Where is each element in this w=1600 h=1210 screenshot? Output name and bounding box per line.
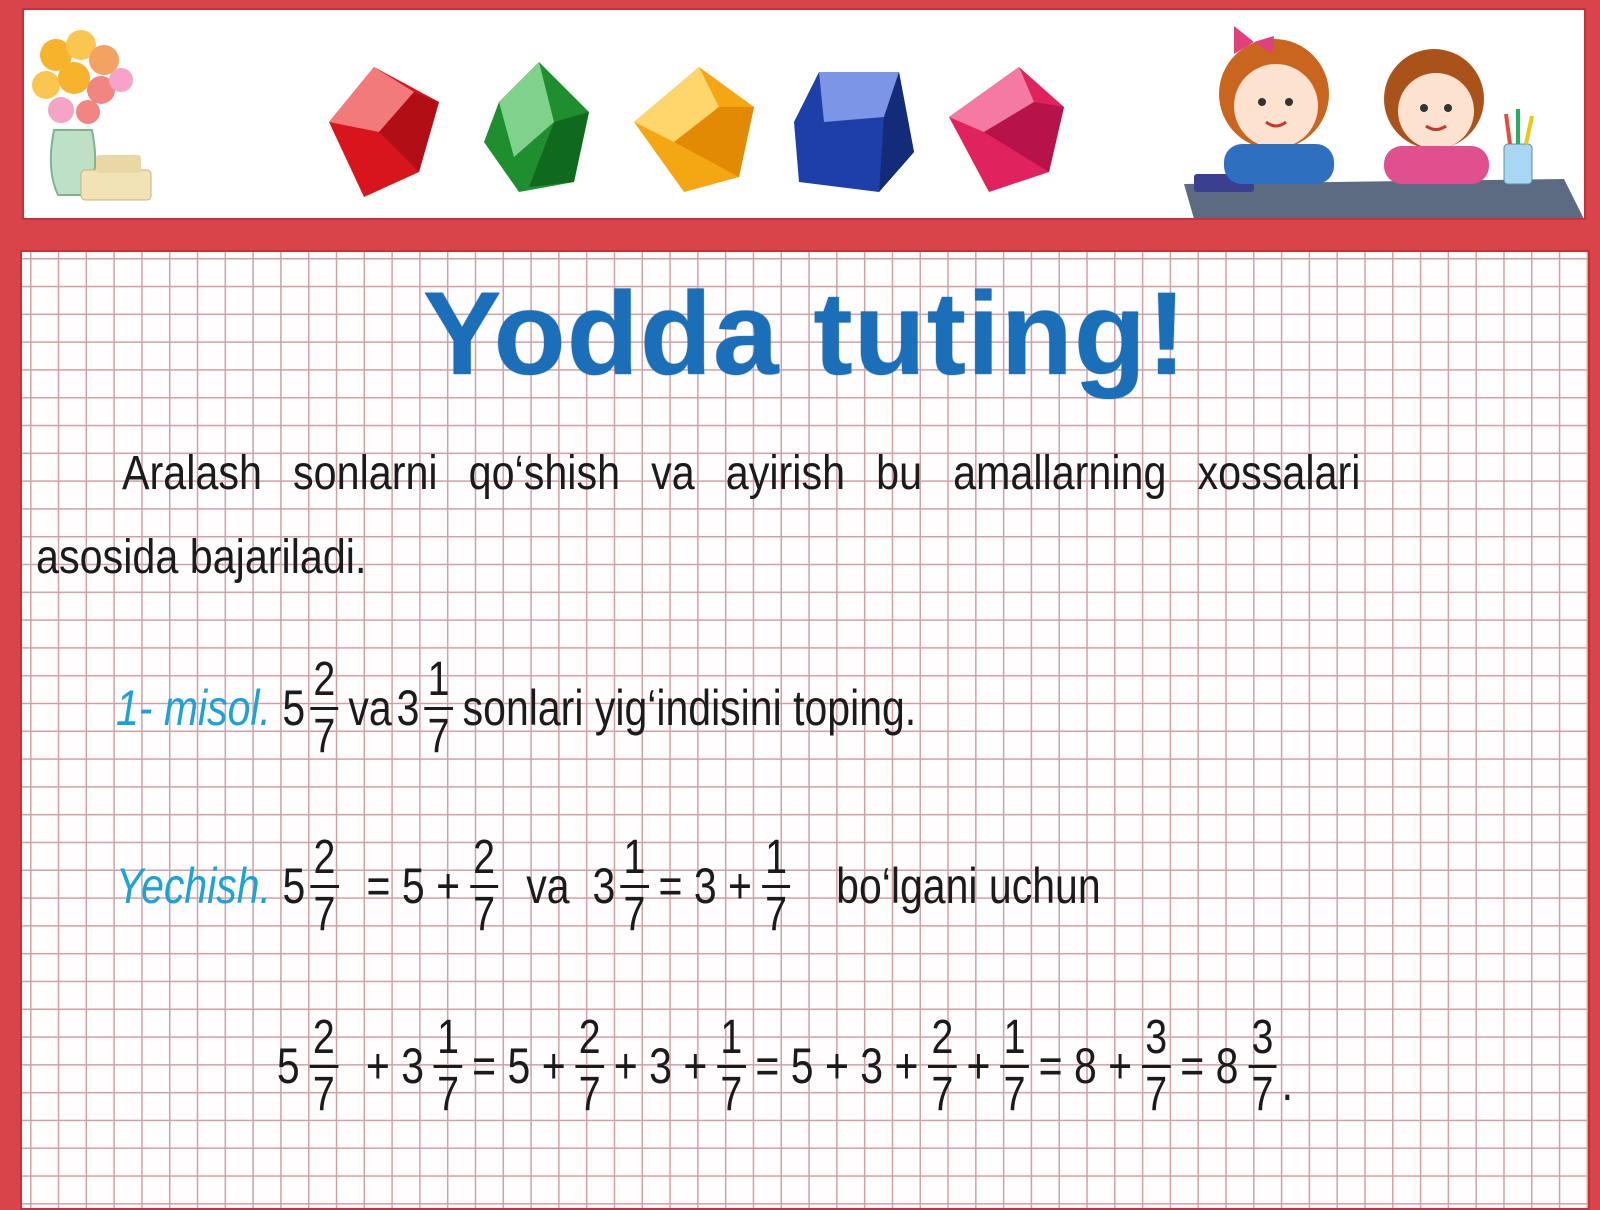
connector-text: va	[348, 680, 392, 736]
equation-text: = 3 +	[658, 858, 752, 914]
mixed-number-whole: 3	[592, 858, 616, 914]
fraction: $\frac{1}{7}$	[762, 831, 790, 942]
equation-text: = 5 + 3 +	[755, 1038, 919, 1094]
fraction: $\frac{3}{7}$	[1142, 1011, 1170, 1122]
header-banner	[22, 8, 1586, 220]
fraction: $\frac{2}{7}$	[310, 1011, 338, 1122]
fraction: $\frac{1}{7}$	[424, 653, 452, 764]
mixed-number-whole: 3	[396, 680, 420, 736]
rule-paragraph	[36, 432, 1360, 600]
fraction: $\frac{2}{7}$	[470, 831, 498, 942]
example-label: 1- misol.	[116, 680, 271, 736]
equation-text: = 5 +	[472, 1038, 566, 1094]
fraction: $\frac{3}{7}$	[1248, 1011, 1276, 1122]
grid-paper-panel	[20, 250, 1590, 1210]
fraction: $\frac{2}{7}$	[928, 1011, 956, 1122]
rule-text: Aralash sonlarni qo‘shish va ayirish bu amallarning xossalari asosida bajariladi.	[36, 447, 1361, 584]
example-line	[116, 638, 921, 778]
solution-line-2	[272, 996, 1293, 1136]
equation-text: = 8	[1180, 1038, 1239, 1094]
fraction: $\frac{1}{7}$	[434, 1011, 462, 1122]
solution-label: Yechish.	[116, 858, 271, 914]
green-gem-icon	[479, 62, 609, 202]
fraction: $\frac{1}{7}$	[1000, 1011, 1028, 1122]
example-text: sonlari yig‘indisini toping.	[462, 680, 917, 736]
red-gem-icon	[319, 62, 449, 202]
fraction: $\frac{2}{7}$	[576, 1011, 604, 1122]
page-title: Yodda tuting!	[422, 268, 1188, 400]
flower-vase-icon	[26, 20, 156, 215]
fraction: $\frac{1}{7}$	[620, 831, 648, 942]
mixed-number-whole: 5	[282, 680, 306, 736]
equation-text: 5	[276, 1038, 300, 1094]
equation-text: = 8 +	[1038, 1038, 1133, 1094]
equation-text: + 3	[365, 1038, 425, 1094]
pink-gem-icon	[944, 62, 1074, 202]
blue-gem-icon	[789, 62, 919, 202]
yellow-gem-icon	[629, 62, 759, 202]
children-at-desk-icon	[1184, 14, 1584, 219]
equation-text: + 3 +	[613, 1038, 708, 1094]
fraction: $\frac{1}{7}$	[717, 1011, 745, 1122]
equation-text: = 5 +	[366, 858, 461, 914]
solution-line-1	[116, 816, 1106, 956]
fraction: $\frac{2}{7}$	[310, 831, 338, 942]
period-text: .	[1281, 1055, 1294, 1111]
connector-text: va	[526, 858, 570, 914]
fraction: $\frac{2}{7}$	[310, 653, 338, 764]
mixed-number-whole: 5	[282, 858, 306, 914]
solution-tail-text: bo‘lgani uchun	[836, 858, 1101, 914]
equation-text: +	[966, 1038, 991, 1094]
